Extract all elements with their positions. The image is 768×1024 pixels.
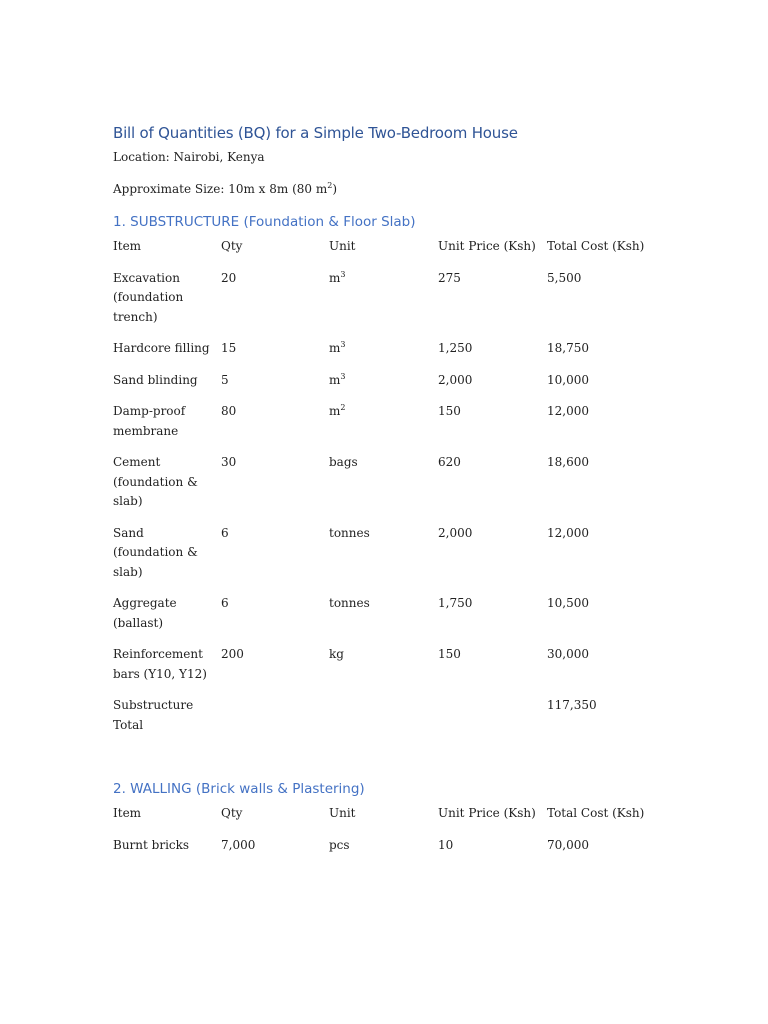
table-row bbox=[113, 269, 673, 340]
unit-text: bags bbox=[329, 455, 358, 469]
cell-unit bbox=[329, 594, 438, 645]
cell-item: Hardcore filling bbox=[113, 341, 210, 355]
cell-qty: 20 bbox=[221, 270, 237, 285]
cell-item: Excavation (foundation trench) bbox=[113, 270, 184, 324]
unit-superscript: 3 bbox=[340, 269, 346, 279]
cell-total-cost: 12,000 bbox=[547, 404, 589, 418]
cell-total-cost: 117,350 bbox=[547, 698, 597, 712]
document-title: Bill of Quantities (BQ) for a Simple Two-Bedroom House bbox=[113, 124, 518, 142]
cell-unit-price: 2,000 bbox=[438, 372, 473, 387]
cell-qty: 15 bbox=[221, 341, 237, 355]
cell-qty bbox=[221, 696, 329, 747]
column-header-total-cost: Total Cost (Ksh) bbox=[547, 239, 645, 253]
column-header-unit: Unit bbox=[329, 239, 356, 253]
cell-qty: 30 bbox=[221, 455, 237, 469]
approximate-size-text: Approximate Size: 10m x 8m (80 m bbox=[113, 182, 328, 196]
unit-text: m bbox=[329, 372, 341, 387]
column-header-qty: Qty bbox=[221, 239, 243, 253]
approximate-size-line bbox=[113, 182, 337, 196]
cell-total-cost: 30,000 bbox=[547, 647, 589, 661]
cell-qty: 5 bbox=[221, 372, 229, 387]
cell-total-cost: 18,600 bbox=[547, 455, 589, 469]
cell-total-cost: 18,750 bbox=[547, 341, 589, 355]
cell-unit bbox=[329, 371, 438, 403]
cell-unit bbox=[329, 524, 438, 595]
unit-text: m bbox=[329, 404, 341, 418]
table-row bbox=[113, 594, 673, 645]
cell-total-cost: 70,000 bbox=[547, 837, 589, 852]
table-row bbox=[113, 836, 673, 868]
approximate-size-suffix: ) bbox=[332, 182, 338, 196]
table-row bbox=[113, 339, 673, 371]
column-header-qty: Qty bbox=[221, 806, 243, 820]
substructure-table bbox=[113, 237, 673, 747]
table-row bbox=[113, 453, 673, 524]
cell-qty: 6 bbox=[221, 525, 229, 540]
cell-qty: 6 bbox=[221, 596, 229, 610]
cell-unit-price: 150 bbox=[438, 647, 461, 661]
unit-superscript: 2 bbox=[340, 403, 346, 412]
section-heading-substructure: 1. SUBSTRUCTURE (Foundation & Floor Slab) bbox=[113, 214, 416, 230]
cell-item: Cement (foundation & slab) bbox=[113, 455, 198, 508]
walling-table bbox=[113, 804, 673, 867]
cell-unit-price: 275 bbox=[438, 270, 461, 285]
table-row-total bbox=[113, 696, 673, 747]
cell-qty: 80 bbox=[221, 404, 237, 418]
unit-text: kg bbox=[329, 647, 344, 661]
cell-unit bbox=[329, 696, 438, 747]
cell-unit bbox=[329, 453, 438, 524]
table-row bbox=[113, 645, 673, 696]
column-header-item: Item bbox=[113, 806, 142, 820]
unit-text: m bbox=[329, 341, 341, 355]
cell-qty: 7,000 bbox=[221, 837, 256, 852]
cell-item: Sand (foundation & slab) bbox=[113, 525, 198, 579]
cell-total-cost: 5,500 bbox=[547, 270, 582, 285]
cell-total-cost: 12,000 bbox=[547, 525, 589, 540]
cell-total-cost: 10,500 bbox=[547, 596, 589, 610]
cell-item: Sand blinding bbox=[113, 372, 198, 387]
cell-unit-price: 1,250 bbox=[438, 341, 473, 355]
table-row bbox=[113, 402, 673, 453]
column-header-unit-price: Unit Price (Ksh) bbox=[438, 239, 536, 253]
column-header-item: Item bbox=[113, 239, 142, 253]
cell-unit-price bbox=[438, 696, 547, 747]
cell-qty: 200 bbox=[221, 647, 244, 661]
cell-unit-price: 2,000 bbox=[438, 525, 473, 540]
location-line: Location: Nairobi, Kenya bbox=[113, 150, 265, 164]
cell-unit bbox=[329, 269, 438, 340]
cell-item: Aggregate (ballast) bbox=[113, 596, 177, 630]
cell-unit bbox=[329, 645, 438, 696]
table-row bbox=[113, 524, 673, 595]
cell-unit bbox=[329, 402, 438, 453]
cell-item: Substructure Total bbox=[113, 698, 194, 732]
cell-unit-price: 10 bbox=[438, 837, 454, 852]
section-heading-walling: 2. WALLING (Brick walls & Plastering) bbox=[113, 781, 365, 797]
table-header-row bbox=[113, 804, 673, 836]
unit-text: m bbox=[329, 270, 341, 285]
column-header-unit-price: Unit Price (Ksh) bbox=[438, 806, 536, 820]
table-row bbox=[113, 371, 673, 403]
unit-text: tonnes bbox=[329, 525, 370, 540]
cell-unit-price: 620 bbox=[438, 455, 461, 469]
unit-superscript: 3 bbox=[340, 340, 346, 349]
unit-text: pcs bbox=[329, 837, 350, 852]
unit-text: tonnes bbox=[329, 596, 370, 610]
cell-total-cost: 10,000 bbox=[547, 372, 589, 387]
cell-item: Damp-proof membrane bbox=[113, 404, 186, 438]
cell-unit bbox=[329, 836, 438, 868]
cell-unit bbox=[329, 339, 438, 371]
column-header-total-cost: Total Cost (Ksh) bbox=[547, 806, 645, 820]
cell-unit-price: 1,750 bbox=[438, 596, 473, 610]
unit-superscript: 3 bbox=[340, 371, 346, 381]
column-header-unit: Unit bbox=[329, 806, 356, 820]
cell-unit-price: 150 bbox=[438, 404, 461, 418]
table-header-row bbox=[113, 237, 673, 269]
approximate-size-superscript: 2 bbox=[327, 181, 333, 190]
cell-item: Burnt bricks bbox=[113, 837, 190, 852]
cell-item: Reinforcement bars (Y10, Y12) bbox=[113, 647, 207, 681]
